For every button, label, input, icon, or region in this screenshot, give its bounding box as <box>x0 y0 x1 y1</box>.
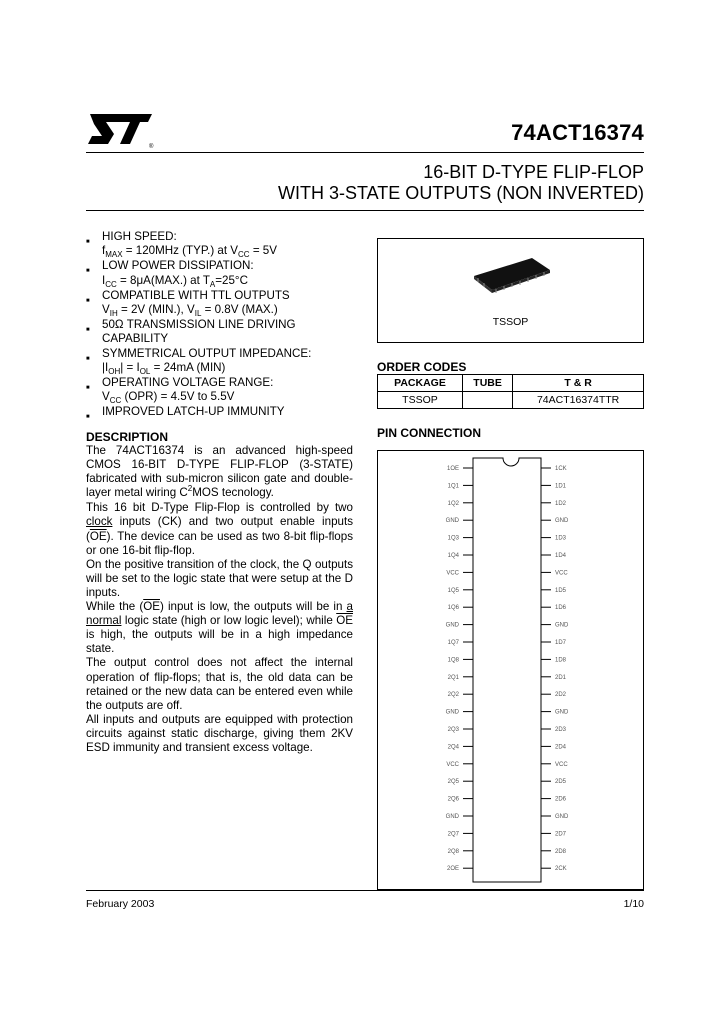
pin-label-right: 2D3 <box>555 727 567 733</box>
description-heading: DESCRIPTION <box>86 430 169 444</box>
pin-label-right: 1D1 <box>555 483 567 490</box>
feature-item: ■ HIGH SPEED: $f_{MAX} = 120MHz$ (TYP.) at $V_{CC} = 5V$ <box>86 230 277 260</box>
pin-label-left: 2Q3 <box>447 727 459 733</box>
pin-label-left: GND <box>445 622 459 629</box>
feature-item: ■ IMPROVED LATCH-UP IMMUNITY <box>86 405 285 421</box>
order-codes-table <box>377 374 644 409</box>
feature-item: ■ 50Ω TRANSMISSION LINE DRIVING CAPABILITY <box>86 318 296 346</box>
pin-label-right: 1D3 <box>555 535 567 542</box>
feature-item: ■ LOW POWER DISSIPATION: $I_{CC} = 8\mu A(MAX.)$ at $T_A=25^\circ C$ <box>86 259 254 289</box>
col-tr: T & R <box>513 375 644 392</box>
pin-label-left: 2Q7 <box>447 831 459 838</box>
footer-rule <box>86 890 644 891</box>
pin-label-left: VCC <box>446 570 459 577</box>
pin-label-right: 2D1 <box>555 674 567 681</box>
pin-label-right: GND <box>555 518 569 525</box>
table-row <box>378 392 644 409</box>
pin-label-right: 2D4 <box>555 744 567 751</box>
header-rule <box>86 152 644 153</box>
pin-label-right: VCC <box>555 761 568 768</box>
cell-tube <box>462 392 512 409</box>
description-paragraph: On the positive transition of the clock, the Q outputs will be set to the logic state that were setup at the D inputs. <box>86 557 353 599</box>
pin-label-right: GND <box>555 814 569 820</box>
pin-label-left: 2Q1 <box>447 674 459 681</box>
st-logo <box>86 104 156 150</box>
table-header-row <box>378 375 644 392</box>
pin-label-right: 1D8 <box>555 657 567 664</box>
pin-label-left: GND <box>445 814 459 820</box>
pin-label-right: 1D2 <box>555 500 567 507</box>
pin-label-left: 1Q4 <box>447 553 459 559</box>
pin-label-right: 1D5 <box>555 587 567 594</box>
description-paragraph: This 16 bit D-Type Flip-Flop is controlled by two clock inputs (CK) and two output enable inputs $(\overline{OE})$. The device can be used as two 8-bit flip-flops or one 16-bit flip-flop. <box>86 501 353 557</box>
pin-label-left: 2Q6 <box>447 796 459 803</box>
title-line-2: WITH 3-STATE OUTPUTS (NON INVERTED) <box>277 183 644 203</box>
pin-label-left: GND <box>445 518 459 525</box>
feature-item: ■ SYMMETRICAL OUTPUT IMPEDANCE: $|I_{OH}| = I_{OL} = 24mA$ (MIN) <box>86 346 312 376</box>
pin-connection-heading: PIN CONNECTION <box>377 426 482 440</box>
pin-label-right: GND <box>555 622 569 629</box>
description-paragraph: The 74ACT16374 is an advanced high-speed CMOS 16-BIT D-TYPE FLIP-FLOP (3-STATE) fabricated with sub-micron silicon gate and double-layer metal wiring $C^2MOS$ tecnology. <box>86 444 353 500</box>
pin-label-left: 2OE <box>446 866 459 873</box>
pin-diagram <box>377 450 644 890</box>
pin-label-left: 2Q8 <box>447 848 459 855</box>
pin-label-right: 2D8 <box>555 848 567 855</box>
description-paragraph: While the $(\overline{OE})$ input is low, the outputs will be in a normal logic state (high or low logic level); while $\overline{OE}$ is high, the outputs will be in a high impedance state. <box>86 600 353 656</box>
pin-label-left: 2Q4 <box>447 744 459 751</box>
pin-label-right: 2D5 <box>555 779 567 786</box>
pin-label-left: 1Q8 <box>447 657 459 664</box>
description-body <box>86 444 353 755</box>
col-tube: TUBE <box>462 375 512 392</box>
features-list <box>86 230 366 420</box>
pin-label-left: 1OE <box>446 466 459 472</box>
feature-item: ■ OPERATING VOLTAGE RANGE: $V_{CC}$ (OPR) = 4.5V to 5.5V <box>86 376 274 406</box>
description-paragraph: The output control does not affect the internal operation of flip-flops; that is, the old data can be retained or the new data can be entered even while the outputs are off. <box>86 656 353 712</box>
pin-label-left: 1Q2 <box>447 500 459 507</box>
col-package: PACKAGE <box>378 375 463 392</box>
left-pins <box>446 466 473 872</box>
pin-label-left: 1Q3 <box>447 535 459 542</box>
cell-tr: 74ACT16374TTR <box>513 392 644 409</box>
pin-label-right: 2D7 <box>555 831 567 838</box>
pin-label-right: 2D6 <box>555 796 567 803</box>
pin-label-right: 2CK <box>555 866 567 873</box>
page-number: 1/10 <box>623 898 644 910</box>
pin-label-left: GND <box>445 709 459 716</box>
order-codes-heading: ORDER CODES <box>377 360 467 374</box>
tssop-chip-image <box>470 254 552 294</box>
pin-label-left: VCC <box>446 761 459 768</box>
pin-label-right: VCC <box>555 570 568 577</box>
pin-label-left: 1Q1 <box>447 483 459 490</box>
package-label: TSSOP <box>492 316 529 328</box>
pin-label-right: GND <box>555 709 569 716</box>
title-rule <box>86 210 644 211</box>
pin-label-left: 1Q5 <box>447 587 459 594</box>
pin-label-right: 2D2 <box>555 692 567 699</box>
title-line-1: 16-BIT D-TYPE FLIP-FLOP <box>423 162 644 182</box>
pin-label-left: 2Q2 <box>447 692 459 699</box>
pin-label-left: 1Q6 <box>447 605 459 612</box>
right-pins <box>541 466 569 872</box>
pin-label-right: 1CK <box>555 466 567 472</box>
cell-package: TSSOP <box>378 392 463 409</box>
feature-item: ■ COMPATIBLE WITH TTL OUTPUTS $V_{IH} = 2V$ (MIN.), $V_{IL} = 0.8V$ (MAX.) <box>86 288 290 319</box>
pin-label-left: 2Q5 <box>447 779 459 786</box>
pin-label-right: 1D6 <box>555 605 567 612</box>
svg-text:®: ® <box>149 144 154 150</box>
part-number: 74ACT16374 <box>511 120 644 145</box>
description-paragraph: All inputs and outputs are equipped with protection circuits against static discharge, giving them 2KV ESD immunity and transient excess voltage. <box>86 712 353 754</box>
pin-label-right: 1D7 <box>555 640 567 646</box>
footer-date: February 2003 <box>86 898 155 910</box>
pin-label-right: 1D4 <box>555 553 567 559</box>
pin-label-left: 1Q7 <box>447 640 459 646</box>
